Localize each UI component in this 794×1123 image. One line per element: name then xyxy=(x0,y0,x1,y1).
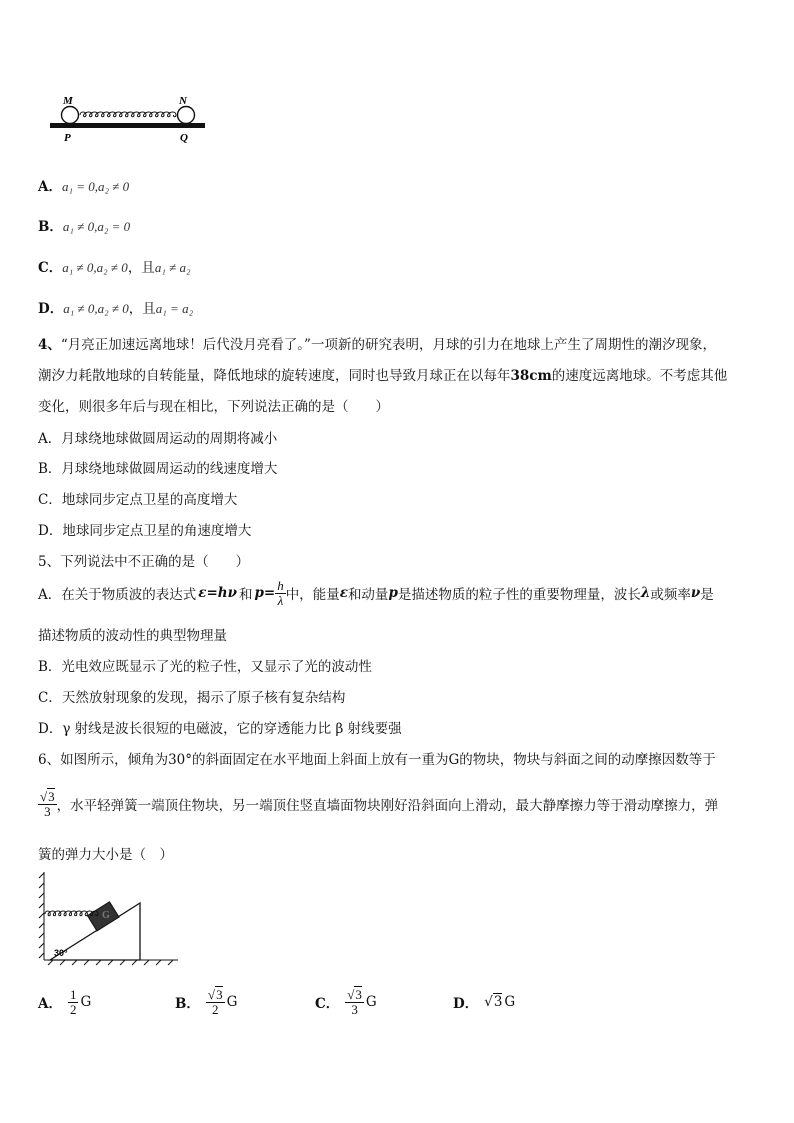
q6-option-a: A． $\frac{1}{2}$ G xyxy=(38,986,92,1017)
label-p: P xyxy=(64,132,71,144)
spring-balls-figure xyxy=(40,88,212,148)
q3-option-c: C．a₁ ≠ 0,a₂ ≠ 0，且a₁ ≠ a₂ xyxy=(38,260,191,276)
q6-stem-line2: $\frac{√3}{3}$ ，水平轻弹簧一端顶住物块，另一端顶住竖直墙面物块刚好沿斜面向上滑动，最大静摩擦力等于滑动摩擦力，弹 xyxy=(40,788,719,819)
q4-option-a: A．月球绕地球做圆周运动的周期将减小 xyxy=(38,431,278,447)
q5-option-d: D．γ 射线是波长很短的电磁波，它的穿透能力比 β 射线要强 xyxy=(38,721,402,737)
label-q: Q xyxy=(180,132,188,144)
q6-stem-line1: 6、如图所示，倾角为30°的斜面固定在水平地面上斜面上放有一重为G的物块，物块与斜面之间的动摩擦因数等于 xyxy=(38,752,716,768)
q3-option-b-expr: a₁ ≠ 0,a₂ = 0 xyxy=(62,219,131,234)
wall-hatch xyxy=(39,872,44,960)
ball-n xyxy=(178,107,195,124)
q4-stem-line1: 4、“月亮正加速远离地球！后代没月亮看了。”一项新的研究表明，月球的引力在地球上产生了周期性的潮汐现象， xyxy=(38,337,716,353)
q5-option-c: C．天然放射现象的发现，揭示了原子核有复杂结构 xyxy=(38,690,346,706)
q4-stem-line3: 变化，则很多年后与现在相比，下列说法正确的是（ ） xyxy=(38,399,389,415)
q4-option-c: C．地球同步定点卫星的高度增大 xyxy=(38,492,238,508)
q5-option-a-line1: A．在关于物质波的表达式 ε=hν 和 p= $\frac{h}{\lambda}$ 中，能量 ε 和动量 p 是描述物质的粒子性的重要物理量，波长 λ 或频率 ν 是 xyxy=(38,577,714,608)
mu-fraction: $\frac{√3}{3}$ xyxy=(40,788,55,819)
q6-option-c: C． $\frac{√3}{3}$ G xyxy=(315,986,377,1017)
label-m: M xyxy=(63,95,73,107)
spring xyxy=(80,112,176,117)
angle-label: 30° xyxy=(54,948,68,958)
ball-m xyxy=(62,107,79,124)
q4-stem-line2: 潮汐力耗散地球的自转能量，降低地球的旋转速度，同时也导致月球正在以每年38cm的速度远离地球。不考虑其他 xyxy=(38,368,728,384)
incline-figure xyxy=(36,868,186,968)
q3-option-a: A．a₁ = 0,a₂ ≠ 0 xyxy=(38,179,130,195)
q5-option-b: B．光电效应既显示了光的粒子性，又显示了光的波动性 xyxy=(38,659,372,675)
q4-option-d: D．地球同步定点卫星的角速度增大 xyxy=(38,523,252,539)
q6-option-b: B． $\frac{√3}{2}$ G xyxy=(175,986,238,1017)
block-label: G xyxy=(102,910,110,921)
bar xyxy=(50,123,205,128)
q5-option-a-line2: 描述物质的波动性的典型物理量 xyxy=(38,628,227,644)
label-n: N xyxy=(179,95,187,107)
q6-stem-line3: 簧的弹力大小是（ ） xyxy=(38,847,173,863)
ground-hatch xyxy=(44,960,178,965)
q5-stem: 5、下列说法中不正确的是（ ） xyxy=(38,554,250,570)
h-over-lambda-fraction: $\frac{h}{\lambda}$ xyxy=(277,577,284,608)
q4-option-b: B．月球绕地球做圆周运动的线速度增大 xyxy=(38,461,278,477)
q3-option-a-expr: a₁ = 0,a₂ ≠ 0 xyxy=(61,179,130,194)
q3-option-d: D．a₁ ≠ 0,a₂ ≠ 0，且a₁ = a₂ xyxy=(38,301,194,317)
q3-option-b: B．a₁ ≠ 0,a₂ = 0 xyxy=(38,219,131,235)
q6-option-d: D． √3 G xyxy=(453,994,516,1012)
